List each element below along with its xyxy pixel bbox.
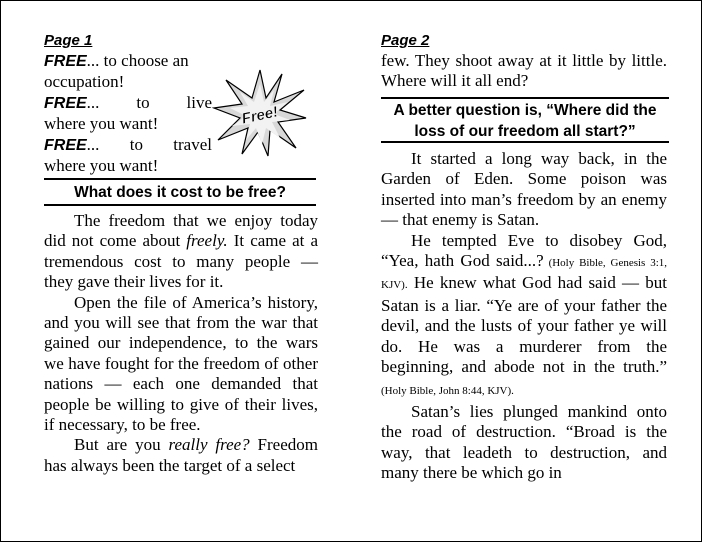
section-heading-cost: What does it cost to be free? xyxy=(44,178,316,206)
free-word: FREE xyxy=(44,53,87,70)
paragraph: It started a long way back, in the Garden of Eden. Some poison was inserted into man’s freedom by an enemy — that enemy is Satan. xyxy=(381,149,667,230)
starburst-label: Free! xyxy=(240,103,280,128)
paragraph xyxy=(381,231,667,402)
page-2-body xyxy=(381,149,667,484)
paragraph: Satan’s lies plunged mankind onto the road of destruction. “Broad is the way, that leadeth to destruction, and many there be which go in xyxy=(381,401,667,483)
section-heading-better-question: A better question is, “Where did the loss of our freedom all start?” xyxy=(381,97,669,143)
paragraph xyxy=(44,211,318,293)
free-word: FREE xyxy=(44,136,87,154)
free-item-text: occupation! xyxy=(44,72,125,92)
paragraph-text: He knew what God had said — but Satan is a liar. “Ye are of your father the devil, and the lusts of your father ye will do. He was a murderer from the beginning, and abode not in the truth.” xyxy=(381,273,667,377)
page-1-body xyxy=(44,211,318,476)
emphasis-text: freely. xyxy=(186,231,228,251)
paragraph-text: It came at a tremendous cost to many people — they gave their lives for it. xyxy=(44,231,319,292)
page-1-label: Page 1 xyxy=(44,32,93,49)
free-item-travel-cont: where you want! xyxy=(44,156,159,176)
scripture-reference: (Holy Bible, Genesis 3:1, KJV). xyxy=(381,257,667,292)
paragraph xyxy=(44,435,318,476)
free-starburst-icon xyxy=(212,68,308,158)
free-item-text: ... to travel xyxy=(86,134,212,154)
free-word: FREE xyxy=(44,94,87,112)
free-item-text: ... to live xyxy=(86,92,212,112)
free-list xyxy=(44,51,212,176)
free-item-travel xyxy=(44,135,212,156)
emphasis-text: really free? xyxy=(168,435,250,455)
free-item-live-cont: where you want! xyxy=(44,114,159,134)
page-2-label: Page 2 xyxy=(381,32,430,49)
paragraph-text: He tempted Eve to disobey God, “Yea, hath God said...? xyxy=(381,230,667,271)
free-item-occupation xyxy=(44,51,212,93)
free-item-text: ... to choose an xyxy=(86,51,189,70)
page-2-top xyxy=(381,51,667,92)
paragraph-text: But are you xyxy=(74,435,169,455)
paragraph: Open the file of America’s history, and you will see that from the war that gained our independence, to the wars we have fought for the freedom of other nations — each one demanded that people be willing to give of their lives, if necessary, to be free. xyxy=(44,292,318,435)
paragraph-text: The freedom that we enjoy today did not come about xyxy=(44,211,318,251)
paragraph: few. They shoot away at it little by little. Where will it all end? xyxy=(381,51,667,91)
free-item-live xyxy=(44,93,212,114)
scripture-reference: (Holy Bible, John 8:44, KJV). xyxy=(381,385,514,398)
paragraph-text: Freedom has always been the target of a select xyxy=(44,435,318,475)
